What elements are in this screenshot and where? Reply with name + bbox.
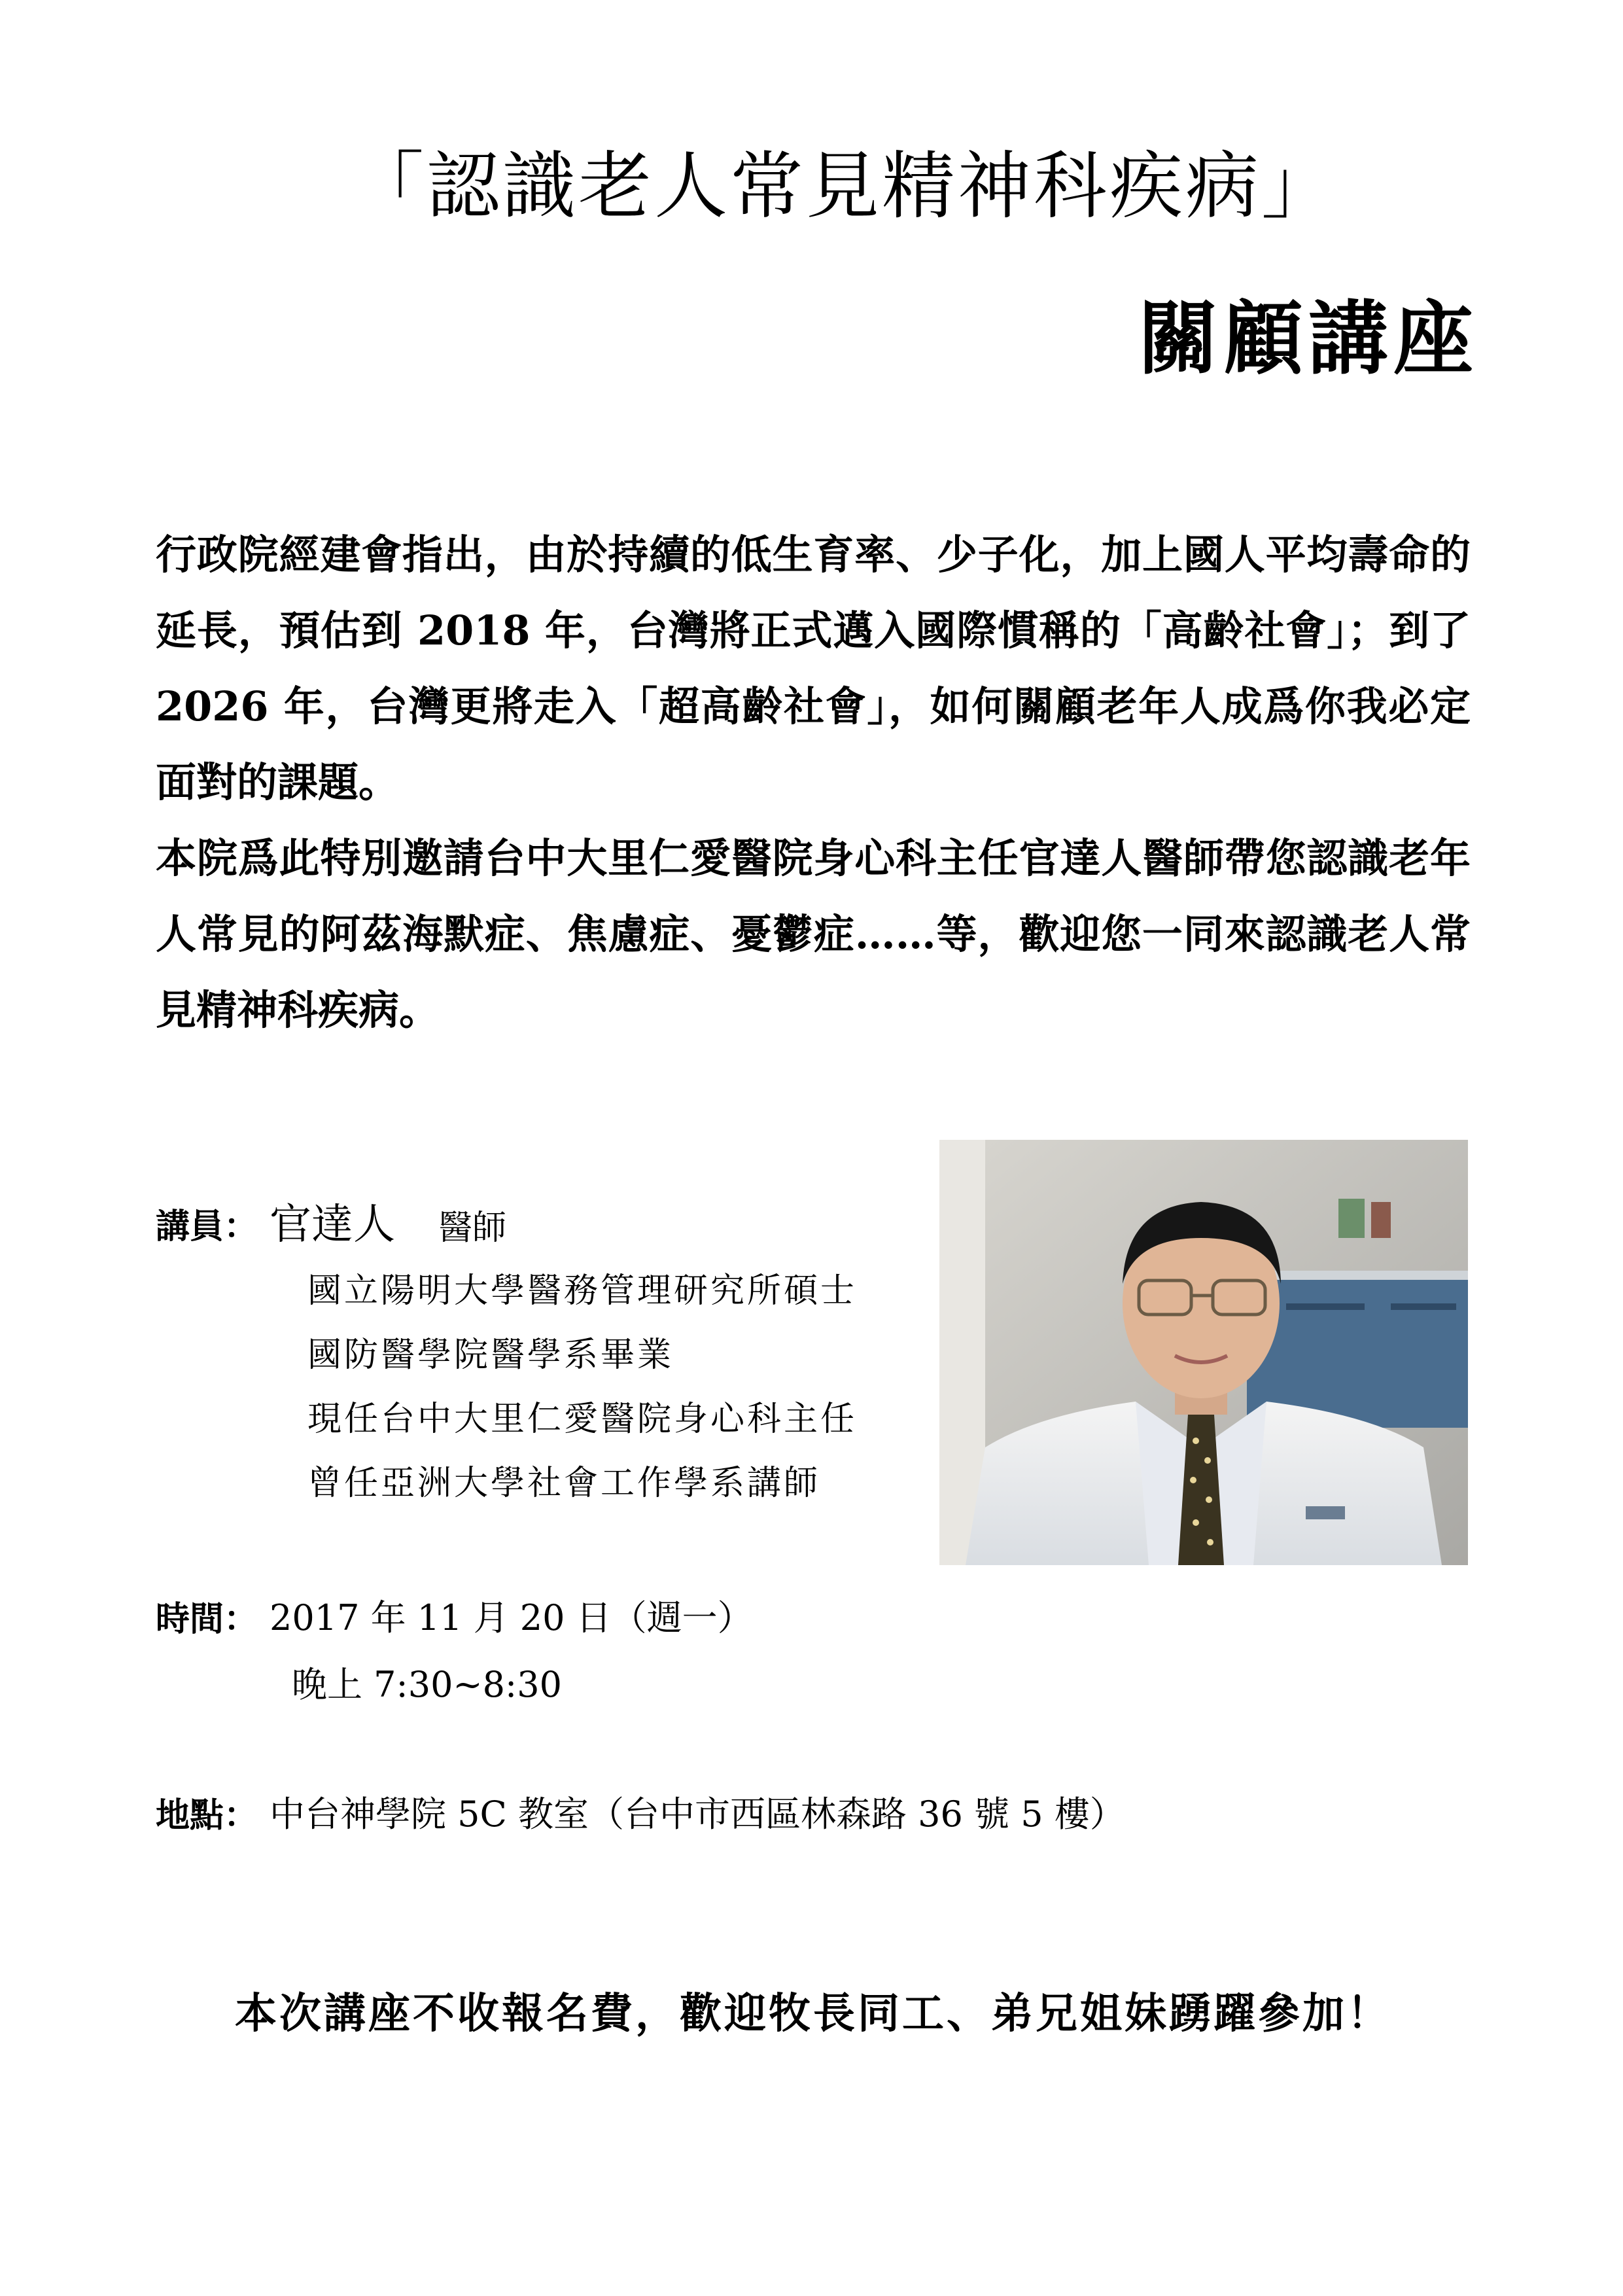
intro-paragraph-2: 本院爲此特別邀請台中大里仁愛醫院身心科主任官達人醫師帶您認識老年人常見的阿茲海默症、焦慮症、憂鬱症……等，歡迎您一同來認識老人常見精神科疾病。 xyxy=(156,834,1471,1034)
intro-paragraph-1: 行政院經建會指出，由於持續的低生育率、少子化，加上國人平均壽命的延長，預估到 2018 年，台灣將正式邁入國際慣稱的「高齡社會」；到了 2026 年，台灣更將走入「超高齡社會」，如何關顧老年人成爲你我必定面對的課題。 xyxy=(156,531,1471,806)
poster-subtitle: 關顧講座 xyxy=(1138,292,1478,385)
place-label: 地點： xyxy=(156,1795,258,1835)
lecturer-name: 官達人 xyxy=(270,1201,395,1249)
event-date: 2017 年 11 月 20 日（週一） xyxy=(270,1597,753,1638)
event-hours: 晚上 7:30~8:30 xyxy=(292,1664,562,1705)
lecturer-credential: 曾任亞洲大學社會工作學系講師 xyxy=(307,1464,821,1503)
lecturer-label: 講員： xyxy=(156,1207,258,1246)
lecturer-credential: 國立陽明大學醫務管理研究所碩士 xyxy=(307,1271,858,1311)
lecturer-credential: 國防醫學院醫學系畢業 xyxy=(307,1335,674,1375)
lecturer-photo xyxy=(939,1140,1468,1565)
lecturer-credential: 現任台中大里仁愛醫院身心科主任 xyxy=(307,1400,858,1439)
time-label: 時間： xyxy=(156,1599,258,1639)
intro-text xyxy=(156,517,1471,1048)
poster-title: 「認識老人常見精神科疾病」 xyxy=(351,144,1337,229)
lecturer-title: 醫師 xyxy=(438,1209,507,1248)
closing-note: 本次講座不收報名費，歡迎牧長同工、弟兄姐妹踴躍參加！ xyxy=(235,1989,1391,2038)
event-location: 中台神學院 5C 教室（台中市西區林森路 36 號 5 樓） xyxy=(270,1793,1125,1835)
